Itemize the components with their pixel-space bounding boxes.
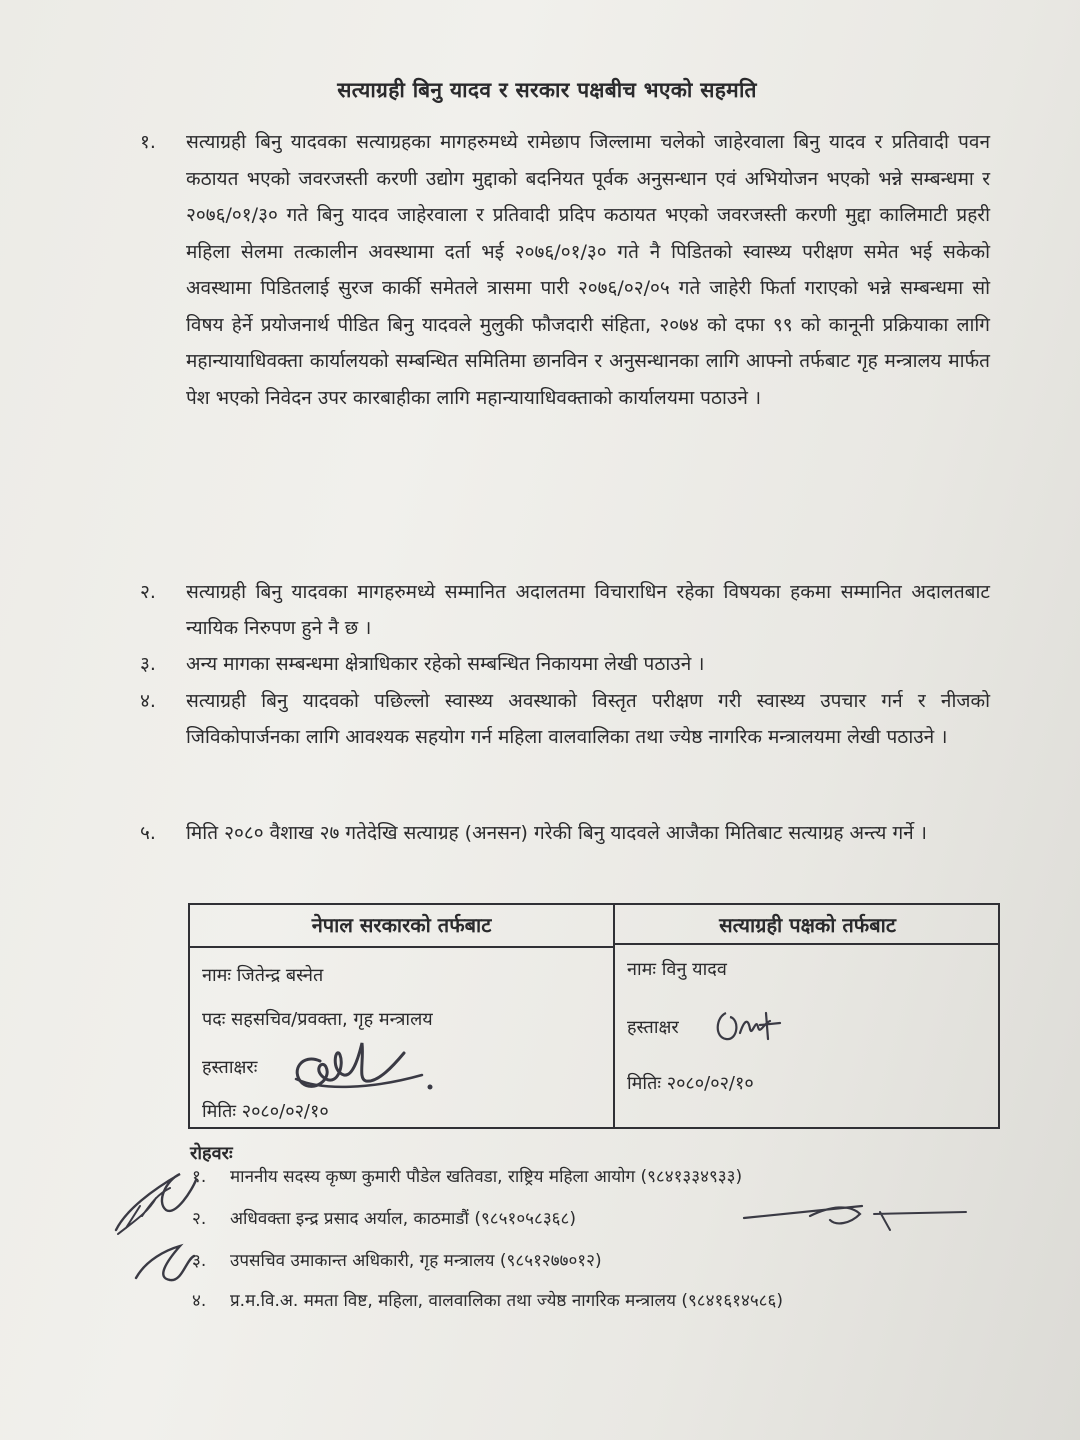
agreement-item-5 [140, 811, 990, 855]
satyagrahi-sign-date: मितिः २०८०/०२/१० [627, 1073, 754, 1094]
witness-number: ३. [192, 1251, 207, 1271]
agreement-item-4 [140, 683, 990, 755]
government-signature-label: हस्ताक्षरः [202, 1057, 258, 1078]
item-number: ४. [140, 690, 156, 712]
witness-item [192, 1288, 783, 1311]
witness-item [192, 1164, 742, 1187]
item-number: ३. [140, 653, 156, 675]
item-text: अन्य मागका सम्बन्धमा क्षेत्राधिकार रहेको सम्बन्धित निकायमा लेखी पठाउने । [186, 653, 705, 675]
witness-heading: रोहवरः [190, 1143, 233, 1164]
table-column-divider [613, 905, 615, 1127]
item-number: २. [140, 581, 156, 603]
item-text: मिति २०८० वैशाख २७ गतेदेखि सत्याग्रह (अनसन) गरेकी बिनु यादवले आजैका मितिबाट सत्याग्रह अन्त्य गर्ने । [186, 822, 927, 844]
witness-text: उपसचिव उमाकान्त अधिकारी, गृह मन्त्रालय (९८५१२७७०१२) [230, 1251, 602, 1271]
satyagrahi-side-heading: सत्याग्रही पक्षको तर्फबाट [719, 913, 896, 937]
signature-table [188, 903, 1000, 1129]
witness-text: माननीय सदस्य कृष्ण कुमारी पौडेल खतिवडा, राष्ट्रिय महिला आयोग (९८४१३३४९३३) [230, 1167, 743, 1187]
government-signatory-name: नामः जितेन्द्र बस्नेत [202, 965, 324, 986]
satyagrahi-signature-label: हस्ताक्षर [627, 1017, 679, 1038]
agreement-item-1 [140, 124, 990, 416]
item-number: १. [140, 131, 156, 153]
item-number: ५. [140, 822, 156, 844]
government-handwritten-signature [282, 1031, 442, 1101]
satyagrahi-name: नामः विनु यादव [627, 959, 727, 980]
document-title: सत्याग्रही बिनु यादव र सरकार पक्षबीच भएको सहमति [337, 78, 757, 102]
table-header-divider [615, 943, 1000, 945]
witness-item [192, 1206, 576, 1229]
witness-item [192, 1248, 602, 1271]
witness-number: १. [192, 1167, 207, 1187]
witness-number: ४. [192, 1291, 207, 1311]
witness-text: अधिवक्ता इन्द्र प्रसाद अर्याल, काठमाडौं (९८५१०५८३६८) [230, 1209, 576, 1229]
witness-2-handwritten-signature [740, 1196, 970, 1236]
witness-text: प्र.म.वि.अ. ममता विष्ट, महिला, वालवालिका तथा ज्येष्ठ नागरिक मन्त्रालय (९८४१६१४५८६) [230, 1291, 783, 1311]
table-header-divider [190, 946, 615, 948]
government-sign-date: मितिः २०८०/०२/१० [202, 1101, 329, 1122]
government-signatory-post: पदः सहसचिव/प्रवक्ता, गृह मन्त्रालय [202, 1009, 433, 1030]
agreement-item-3 [140, 646, 990, 682]
item-text: सत्याग्रही बिनु यादवका मागहरुमध्ये सम्मानित अदालतमा विचाराधिन रहेका विषयका हकमा सम्मानित अदालतबाट न्यायिक निरुपण हुने नै छ । [186, 581, 990, 639]
government-side-heading: नेपाल सरकारको तर्फबाट [311, 913, 492, 937]
agreement-item-2 [140, 574, 990, 646]
item-text: सत्याग्रही बिनु यादवका सत्याग्रहका मागहरुमध्ये रामेछाप जिल्लामा चलेको जाहेरवाला बिनु यादव र प्रतिवादी पवन कठायत भएको जवरजस्ती करणी उद्योग मुद्दाको बदनियत पूर्वक अनुसन्धान एवं अभियोजन भएको भन्ने सम्बन्धमा र २०७६/०१/३० गते बिनु यादव जाहेरवाला र प्रतिवादी प्रदिप कठायत भएको जवरजस्ती करणी मुद्दा कालिमाटी प्रहरी महिला सेलमा तत्कालीन अवस्थामा दर्ता भई २०७६/०१/३० गते नै पिडितको स्वास्थ्य परीक्षण समेत भई सकेको अवस्थामा पिडितलाई सुरज कार्की समेतले त्रासमा पारी २०७६/०२/०५ गते जाहेरी फिर्ता गराएको भन्ने सम्बन्धमा सो विषय हेर्ने प्रयोजनार्थ पीडित बिनु यादवले मुलुकी फौजदारी संहिता, २०७४ को दफा ९९ को कानूनी प्रक्रियाका लागि महान्यायाधिवक्ता कार्यालयको सम्बन्धित समितिमा छानविन र अनुसन्धानका लागि आफ्नो तर्फबाट गृह मन्त्रालय मार्फत पेश भएको निवेदन उपर कारबाहीका लागि महान्यायाधिवक्ताको कार्यालयमा पठाउने । [186, 131, 990, 409]
satyagrahi-handwritten-signature [710, 1003, 790, 1051]
item-text: सत्याग्रही बिनु यादवको पछिल्लो स्वास्थ्य अवस्थाको विस्तृत परीक्षण गरी स्वास्थ्य उपचार गर्न र नीजको जिविकोपार्जनका लागि आवश्यक सहयोग गर्न महिला वालवालिका तथा ज्येष्ठ नागरिक मन्त्रालयमा लेखी पठाउने । [186, 690, 990, 748]
witness-number: २. [192, 1209, 207, 1229]
